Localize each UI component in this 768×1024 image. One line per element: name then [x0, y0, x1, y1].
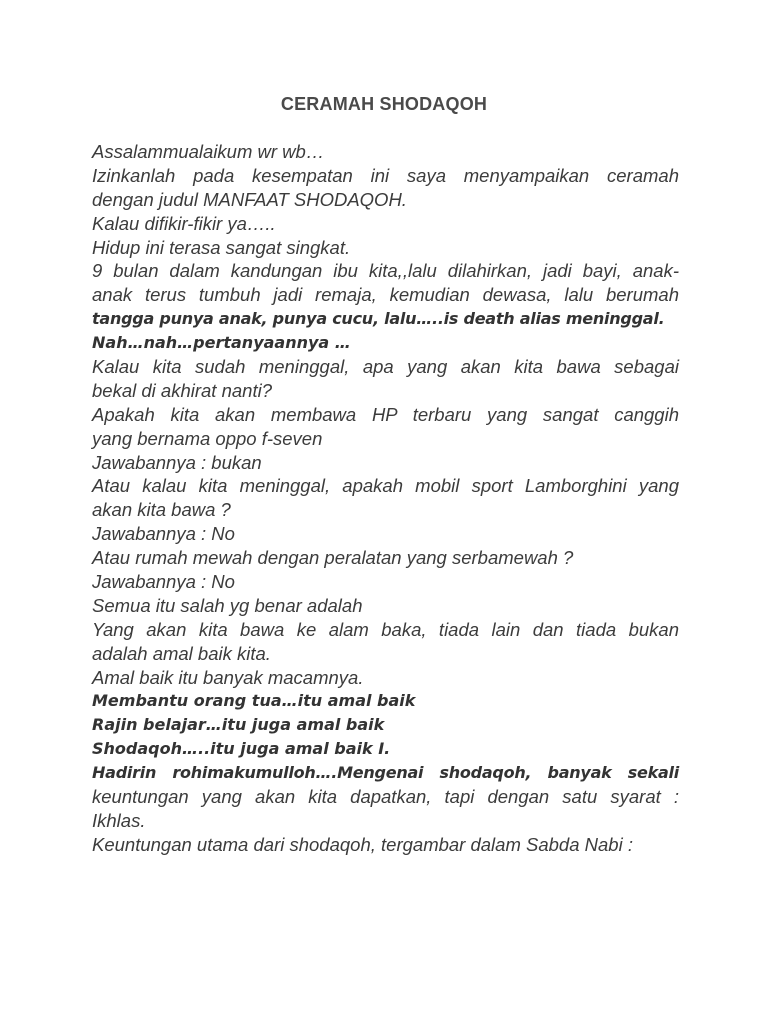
text-line: Kalau kita sudah meninggal, apa yang akan kita bawa sebagai — [92, 356, 679, 378]
text-line: dengan judul MANFAAT SHODAQOH. — [92, 188, 407, 210]
text-line: adalah amal baik kita. — [92, 642, 271, 664]
text-line: Jawabannya : bukan — [92, 451, 262, 473]
text-line: anak terus tumbuh jadi remaja, kemudian dewasa, lalu berumah — [92, 284, 679, 306]
text-line: Ikhlas. — [92, 809, 146, 831]
text-line: Amal baik itu banyak macamnya. — [92, 666, 364, 688]
text-line-bold: tangga punya anak, punya cucu, lalu…..is death alias meninggal. — [92, 309, 665, 329]
text-line: bekal di akhirat nanti? — [92, 379, 272, 401]
text-line: keuntungan yang akan kita dapatkan, tapi dengan satu syarat : — [92, 786, 679, 808]
text-line-bold: Membantu orang tua…itu amal baik — [92, 691, 416, 711]
text-line: Jawabannya : No — [92, 571, 235, 593]
text-line: Atau rumah mewah dengan peralatan yang serbamewah ? — [92, 547, 574, 569]
text-line: Apakah kita akan membawa HP terbaru yang sangat canggih — [92, 403, 679, 425]
text-line: Kalau difikir-fikir ya….. — [92, 212, 276, 234]
text-line: Keuntungan utama dari shodaqoh, tergambar dalam Sabda Nabi : — [92, 833, 633, 855]
text-line: Assalammualaikum wr wb… — [92, 141, 325, 162]
text-line: Yang akan kita bawa ke alam baka, tiada lain dan tiada bukan — [92, 618, 679, 640]
text-line-bold: Nah…nah…pertanyaannya … — [92, 333, 351, 353]
document-body — [92, 140, 679, 857]
text-line: Semua itu salah yg benar adalah — [92, 594, 363, 616]
text-line: 9 bulan dalam kandungan ibu kita,,lalu dilahirkan, jadi bayi, anak- — [92, 260, 679, 282]
document-title: CERAMAH SHODAQOH — [280, 94, 488, 114]
text-line: Hidup ini terasa sangat singkat. — [92, 236, 351, 258]
text-line: Jawabannya : No — [92, 523, 235, 545]
text-line-bold: Shodaqoh…..itu juga amal baik I. — [92, 739, 391, 759]
text-line: akan kita bawa ? — [92, 499, 231, 521]
text-line: yang bernama oppo f-seven — [92, 427, 323, 449]
text-line: Izinkanlah pada kesempatan ini saya menyampaikan ceramah — [92, 164, 679, 186]
text-line-bold: Rajin belajar…itu juga amal baik — [92, 715, 385, 735]
text-line: Atau kalau kita meninggal, apakah mobil sport Lamborghini yang — [92, 475, 679, 497]
text-line-bold: Hadirin rohimakumulloh….Mengenai shodaqoh, banyak sekali — [92, 763, 679, 783]
